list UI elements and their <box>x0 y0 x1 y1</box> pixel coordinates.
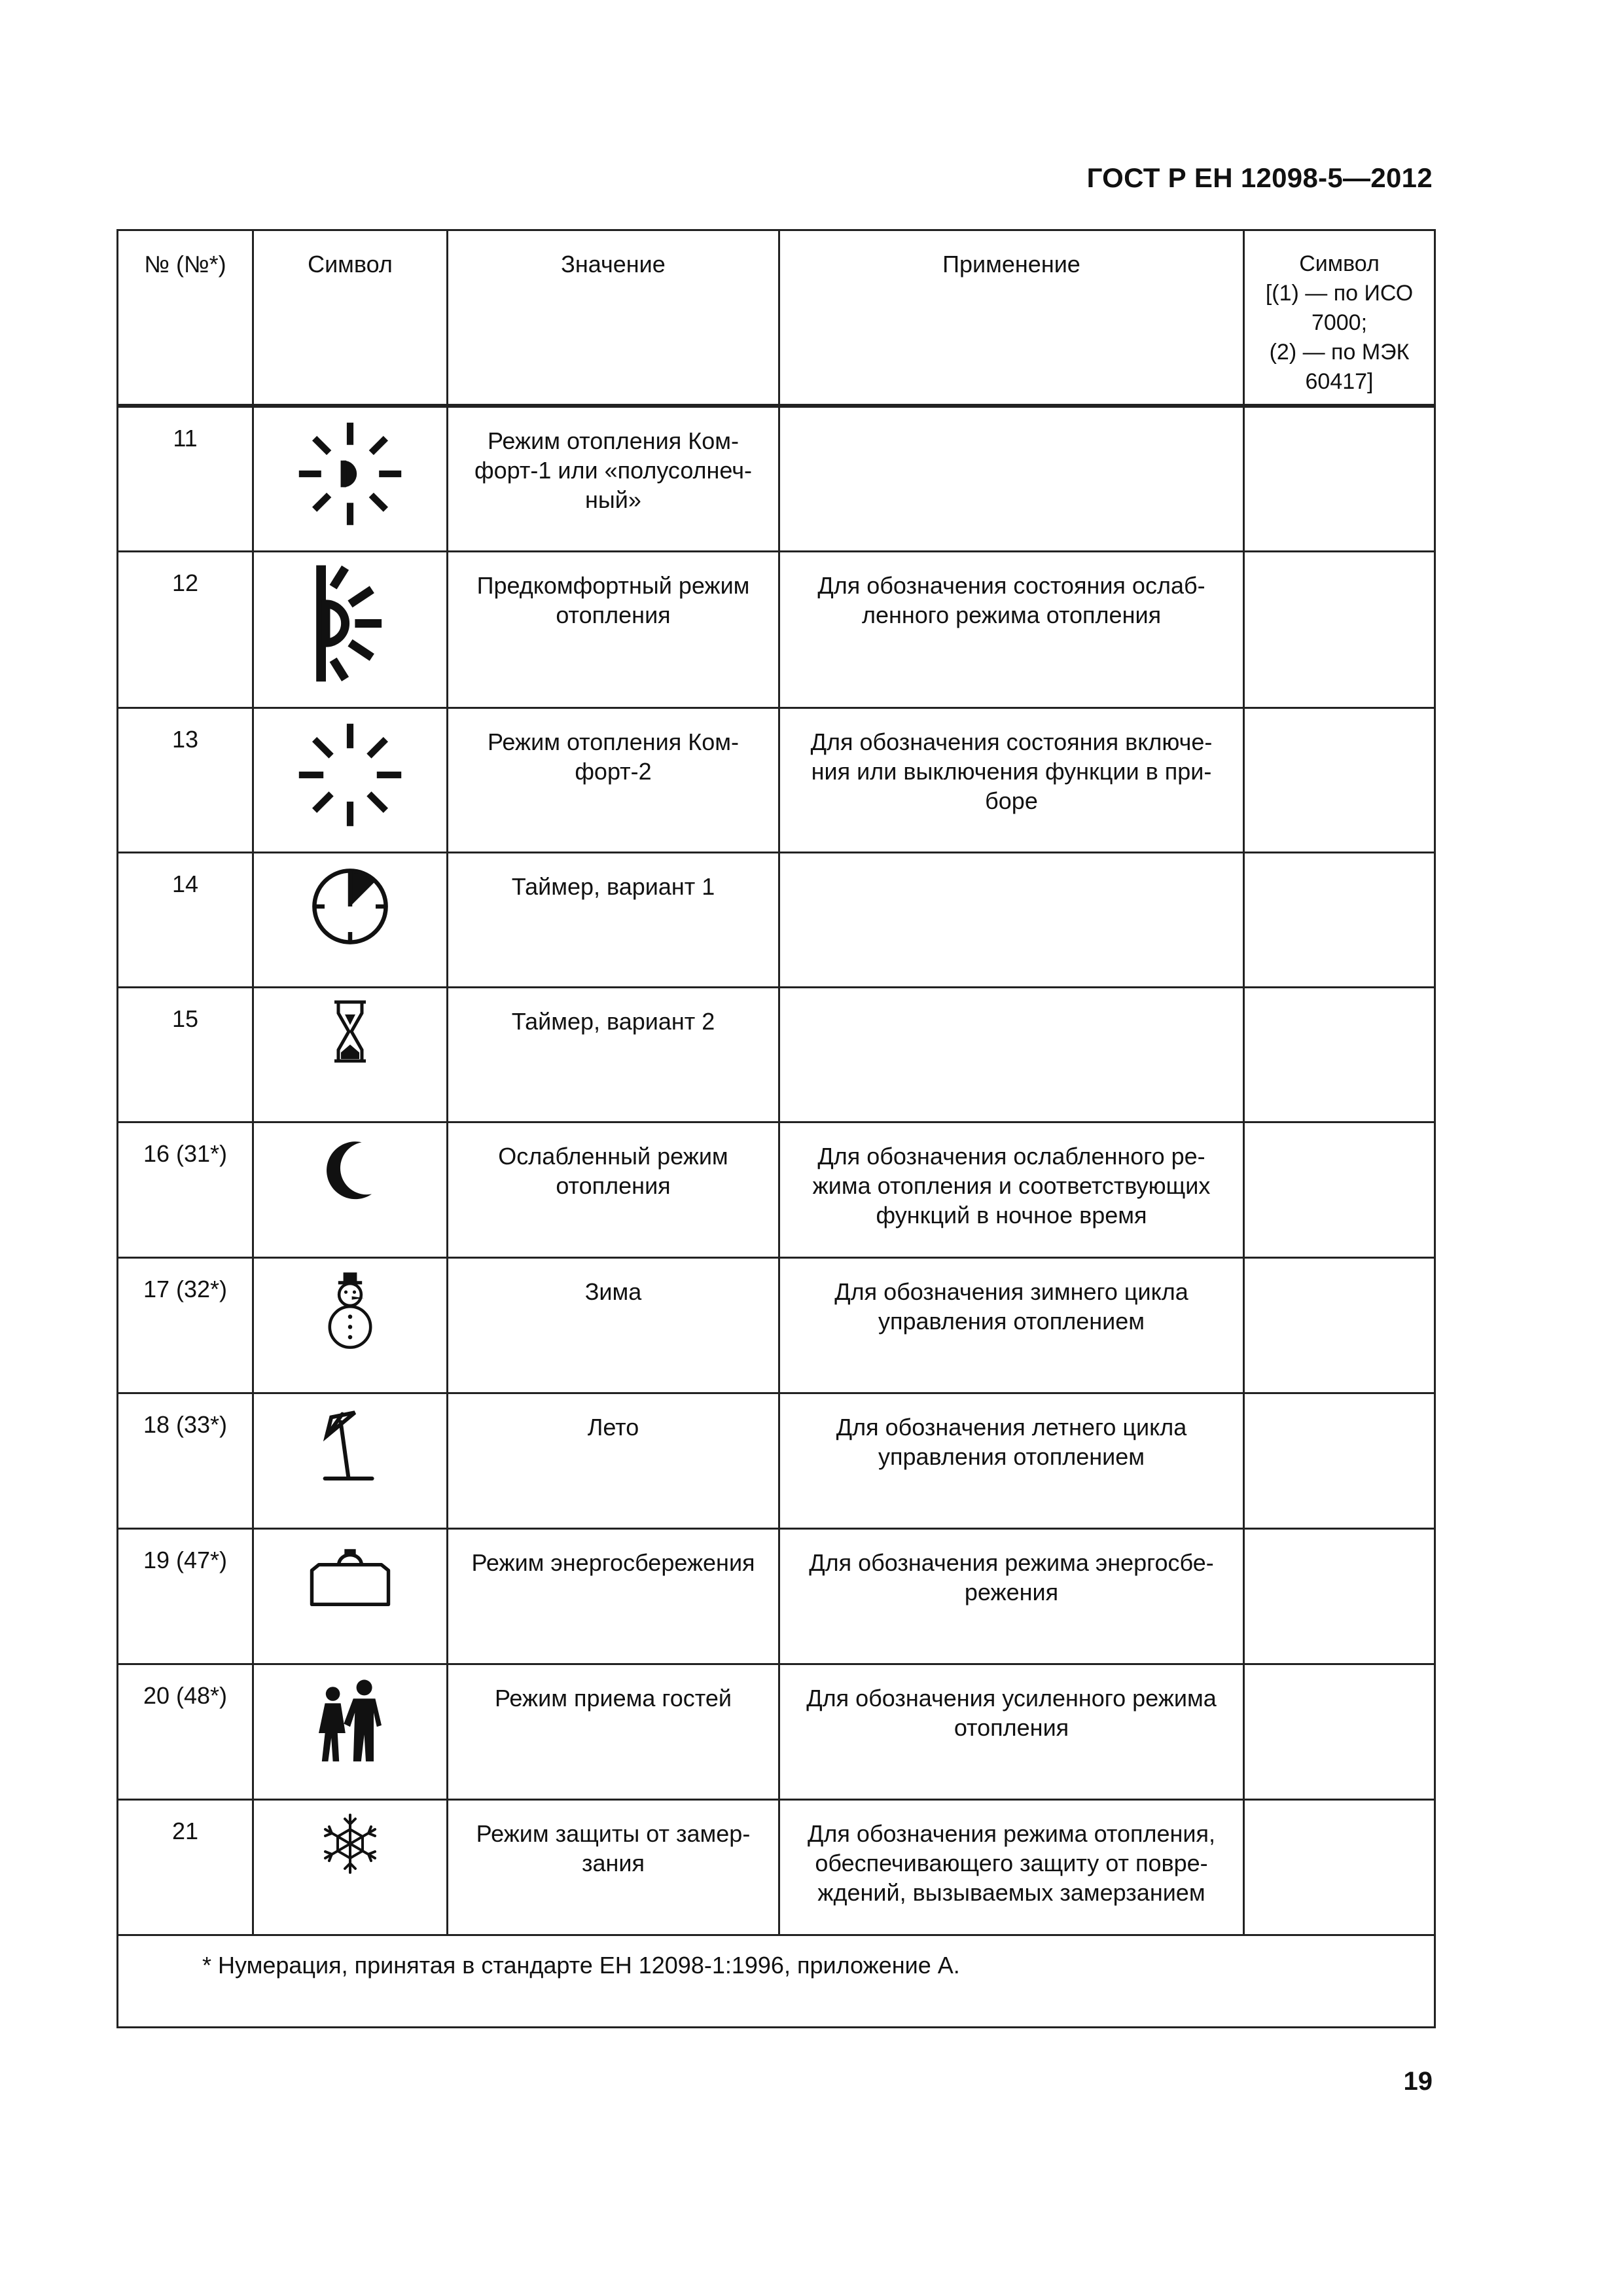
row-number: 12 <box>118 552 253 708</box>
reference-symbol-cell <box>1244 1393 1435 1529</box>
meaning-line: Режим отопления Ком- <box>487 427 740 454</box>
table-row <box>118 708 1435 853</box>
table-row <box>118 552 1435 708</box>
guests-couple-icon <box>311 1676 389 1767</box>
meaning-line: Режим отопления Ком- <box>487 728 740 755</box>
row-number: 17 (32*) <box>118 1258 253 1393</box>
meaning-line: Таймер, вариант 1 <box>511 873 715 900</box>
application-line: ждений, вызываемых замерзанием <box>817 1879 1205 1906</box>
application-line: Для обозначения режима отопления, <box>808 1820 1215 1847</box>
sun-rays-icon <box>294 719 406 831</box>
row-number: 20 (48*) <box>118 1664 253 1800</box>
meaning-line: Таймер, вариант 2 <box>511 1008 715 1035</box>
symbol-cell <box>253 1529 448 1664</box>
table-row <box>118 988 1435 1122</box>
symbol-cell <box>253 552 448 708</box>
application-line: отопления <box>954 1714 1069 1741</box>
ref-header-line: (2) — по МЭК <box>1269 340 1410 365</box>
table-row <box>118 1122 1435 1258</box>
meaning-line: Предкомфортный режим <box>476 572 750 599</box>
table-row <box>118 1258 1435 1393</box>
sun-bar-icon <box>301 563 399 684</box>
footnote: * Нумерация, принятая в стандарте ЕН 12098-1:1996, приложение А. <box>118 1935 1435 2028</box>
application-line: управления отоплением <box>878 1443 1145 1470</box>
meaning-cell <box>448 1122 779 1258</box>
meaning-line: зания <box>581 1850 645 1876</box>
table-row <box>118 853 1435 988</box>
application-line: Для обозначения состояния включе- <box>810 728 1213 755</box>
meaning-line: ный» <box>585 486 641 513</box>
meaning-line: Режим приема гостей <box>495 1685 732 1712</box>
hourglass-icon <box>327 999 373 1064</box>
application-line: Для обозначения усиленного режима <box>806 1685 1217 1712</box>
symbol-cell <box>253 1393 448 1529</box>
meaning-cell <box>448 853 779 988</box>
reference-symbol-cell <box>1244 853 1435 988</box>
application-line: ленного режима отопления <box>861 601 1162 628</box>
reference-symbol-cell <box>1244 552 1435 708</box>
symbol-cell <box>253 1664 448 1800</box>
ref-header-line: [(1) — по ИСО <box>1265 281 1414 306</box>
meaning-line: Режим защиты от замер- <box>476 1820 751 1847</box>
row-number: 11 <box>118 406 253 552</box>
beach-umbrella-icon <box>311 1405 389 1490</box>
application-line: Для обозначения режима энергосбе- <box>809 1549 1214 1576</box>
meaning-line: Ослабленный режим <box>498 1143 728 1170</box>
application-line: Для обозначения ослабленного ре- <box>817 1143 1205 1170</box>
meaning-cell <box>448 708 779 853</box>
application-line: Для обозначения зимнего цикла <box>834 1278 1188 1305</box>
application-cell <box>779 1393 1244 1529</box>
meaning-line: отопления <box>556 1172 671 1199</box>
footnote-row <box>118 1935 1435 2028</box>
application-cell <box>779 708 1244 853</box>
ref-header-line: 7000; <box>1311 310 1368 335</box>
row-number: 19 (47*) <box>118 1529 253 1664</box>
meaning-line: отопления <box>556 601 671 628</box>
col-header-application: Применение <box>779 230 1244 406</box>
row-number: 14 <box>118 853 253 988</box>
meaning-cell <box>448 1664 779 1800</box>
application-cell <box>779 552 1244 708</box>
ref-header-line: 60417] <box>1305 369 1374 394</box>
application-line: жима отопления и соответствующих <box>812 1172 1211 1199</box>
application-line: управления отоплением <box>878 1308 1145 1335</box>
meaning-line: Режим энергосбережения <box>471 1549 755 1576</box>
meaning-cell <box>448 1393 779 1529</box>
application-cell <box>779 988 1244 1122</box>
row-number: 15 <box>118 988 253 1122</box>
col-header-meaning: Значение <box>448 230 779 406</box>
reference-symbol-cell <box>1244 988 1435 1122</box>
application-cell <box>779 1258 1244 1393</box>
ref-header-line: Символ <box>1299 251 1380 276</box>
application-cell <box>779 1122 1244 1258</box>
row-number: 18 (33*) <box>118 1393 253 1529</box>
reference-symbol-cell <box>1244 1122 1435 1258</box>
application-line: боре <box>985 787 1038 814</box>
meaning-cell <box>448 1800 779 1935</box>
col-header-symbol: Символ <box>253 230 448 406</box>
col-header-reference-symbol <box>1244 230 1435 406</box>
table-row <box>118 1529 1435 1664</box>
crescent-moon-icon <box>314 1134 386 1206</box>
clock-timer-icon <box>308 864 393 949</box>
meaning-line: Зима <box>584 1278 642 1305</box>
row-number: 21 <box>118 1800 253 1935</box>
table-row <box>118 1800 1435 1935</box>
table-row <box>118 1664 1435 1800</box>
symbol-cell <box>253 988 448 1122</box>
reference-symbol-cell <box>1244 708 1435 853</box>
meaning-cell <box>448 406 779 552</box>
reference-symbol-cell <box>1244 1258 1435 1393</box>
half-sun-icon <box>294 418 406 529</box>
symbols-table <box>116 229 1436 2028</box>
snowman-icon <box>324 1269 376 1354</box>
meaning-cell <box>448 988 779 1122</box>
symbol-cell <box>253 1800 448 1935</box>
table-row <box>118 406 1435 552</box>
application-cell <box>779 1664 1244 1800</box>
meaning-line: форт-1 или «полусолнеч- <box>474 457 753 484</box>
symbol-cell <box>253 1122 448 1258</box>
meaning-line: форт-2 <box>575 758 652 785</box>
table-row <box>118 1393 1435 1529</box>
application-line: Для обозначения летнего цикла <box>836 1414 1187 1441</box>
meaning-cell <box>448 552 779 708</box>
page-number: 19 <box>1403 2067 1433 2096</box>
table-header-row <box>118 230 1435 406</box>
document-code: ГОСТ Р ЕН 12098-5—2012 <box>1086 162 1433 193</box>
application-cell <box>779 406 1244 552</box>
application-line: Для обозначения состояния ослаб- <box>817 572 1205 599</box>
meaning-cell <box>448 1529 779 1664</box>
reference-symbol-cell <box>1244 1529 1435 1664</box>
row-number: 13 <box>118 708 253 853</box>
row-number: 16 (31*) <box>118 1122 253 1258</box>
application-line: ния или выключения функции в при- <box>811 758 1212 785</box>
application-line: функций в ночное время <box>876 1202 1147 1229</box>
col-header-num: № (№*) <box>118 230 253 406</box>
reference-symbol-cell <box>1244 1664 1435 1800</box>
application-cell <box>779 853 1244 988</box>
meaning-line: Лето <box>587 1414 639 1441</box>
application-line: режения <box>964 1579 1059 1605</box>
application-line: обеспечивающего защиту от повре- <box>815 1850 1208 1876</box>
reference-symbol-cell <box>1244 406 1435 552</box>
meaning-cell <box>448 1258 779 1393</box>
reference-symbol-cell <box>1244 1800 1435 1935</box>
piggy-bank-icon <box>308 1540 393 1612</box>
symbol-cell <box>253 406 448 552</box>
application-cell <box>779 1529 1244 1664</box>
symbol-cell <box>253 1258 448 1393</box>
application-cell <box>779 1800 1244 1935</box>
snowflake-icon <box>317 1811 383 1876</box>
symbol-cell <box>253 853 448 988</box>
symbol-cell <box>253 708 448 853</box>
